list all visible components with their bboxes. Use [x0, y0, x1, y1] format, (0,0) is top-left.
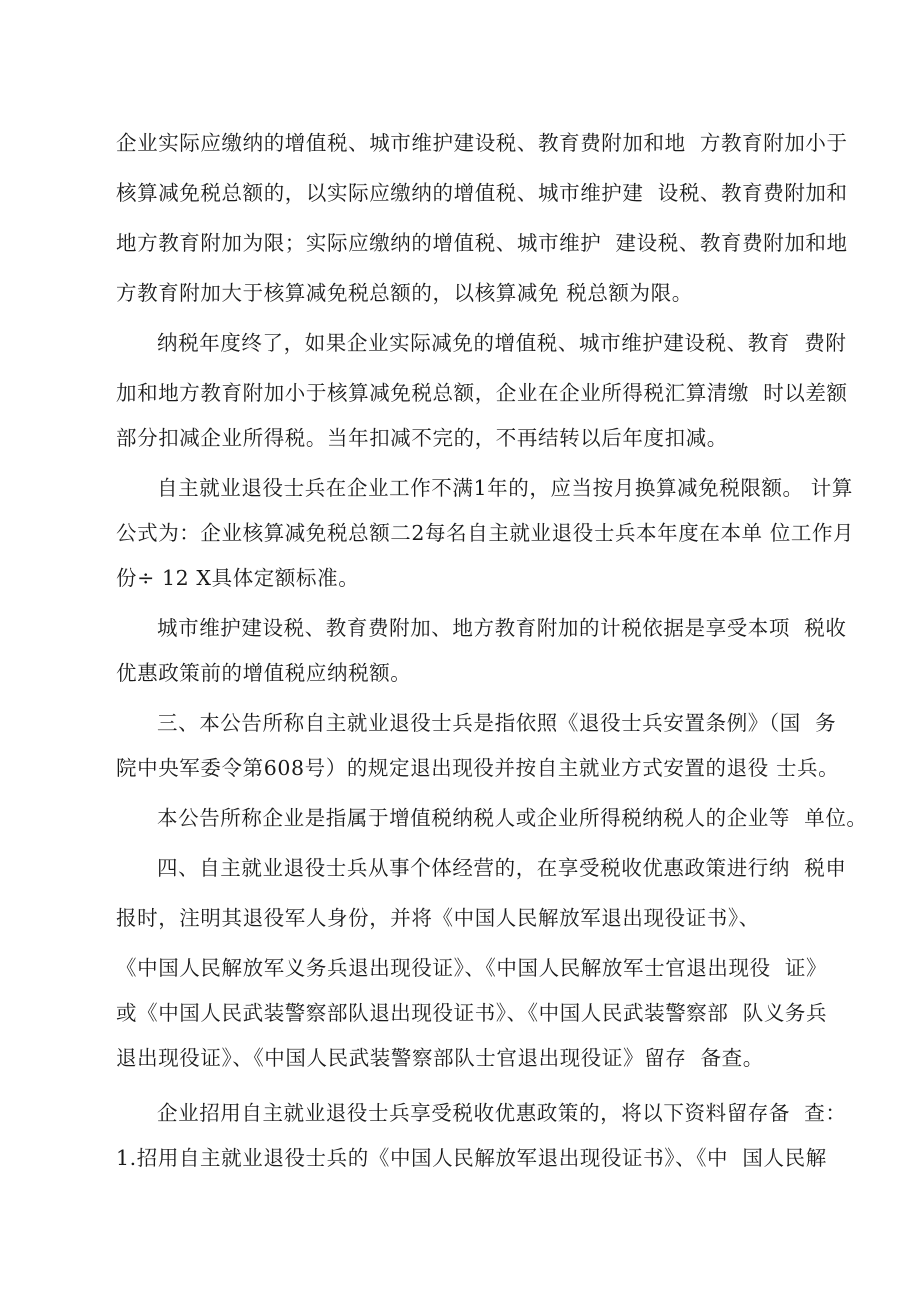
- paragraph-5-line-2: 院中央军委令第608号）的规定退出现役并按自主就业方式安置的退役 士兵。: [116, 756, 840, 780]
- paragraph-4-line-1: 城市维护建设税、教育费附加、地方教育附加的计税依据是享受本项 税收: [157, 616, 847, 640]
- paragraph-2-line-1: 纳税年度终了，如果企业实际减免的增值税、城市维护建设税、教育 费附: [157, 331, 847, 355]
- paragraph-2-line-2: 加和地方教育附加小于核算减免税总额，企业在企业所得税汇算清缴 时以差额: [116, 381, 848, 405]
- paragraph-7-line-5: 退出现役证》、《中国人民武装警察部队士官退出现役证》留存 备查。: [116, 1046, 764, 1070]
- paragraph-7-line-4: 或《中国人民武装警察部队退出现役证书》、《中国人民武装警察部 队义务兵: [116, 1001, 828, 1025]
- paragraph-8-line-2: 1.招用自主就业退役士兵的《中国人民解放军退出现役证书》、《中 国人民解: [116, 1146, 827, 1170]
- paragraph-7-line-2: 报时，注明其退役军人身份，并将《中国人民解放军退出现役证书》、: [116, 906, 760, 930]
- paragraph-1-line-4: 方教育附加大于核算减免税总额的，以核算减免 税总额为限。: [116, 281, 693, 305]
- paragraph-3-line-2: 公式为：企业核算减免税总额二2每名自主就业退役士兵本年度在本单 位工作月: [116, 521, 855, 545]
- paragraph-2-line-3: 部分扣减企业所得税。当年扣减不完的，不再结转以后年度扣减。: [116, 426, 728, 450]
- paragraph-7-line-1: 四、自主就业退役士兵从事个体经营的，在享受税收优惠政策进行纳 税申: [157, 856, 847, 880]
- paragraph-3-line-3: 份÷ 12 X具体定额标准。: [116, 566, 360, 590]
- paragraph-4-line-2: 优惠政策前的增值税应纳税额。: [116, 661, 412, 685]
- paragraph-3-line-1: 自主就业退役士兵在企业工作不满1年的，应当按月换算减免税限额。 计算: [157, 476, 853, 500]
- paragraph-7-line-3: 《中国人民解放军义务兵退出现役证》、《中国人民解放军士官退出现役 证》: [116, 956, 828, 980]
- paragraph-5-line-1: 三、本公告所称自主就业退役士兵是指依照《退役士兵安置条例》（国 务: [157, 711, 837, 735]
- paragraph-1-line-3: 地方教育附加为限；实际应缴纳的增值税、城市维护 建设税、教育费附加和地: [116, 231, 848, 255]
- paragraph-6-line-1: 本公告所称企业是指属于增值税纳税人或企业所得税纳税人的企业等 单位。: [157, 806, 868, 830]
- paragraph-1-line-2: 核算减免税总额的，以实际应缴纳的增值税、城市维护建 设税、教育费附加和: [116, 181, 848, 205]
- paragraph-1-line-1: 企业实际应缴纳的增值税、城市维护建设税、教育费附加和地 方教育附加小于: [116, 131, 848, 155]
- paragraph-8-line-1: 企业招用自主就业退役士兵享受税收优惠政策的，将以下资料留存备 查：: [157, 1101, 847, 1125]
